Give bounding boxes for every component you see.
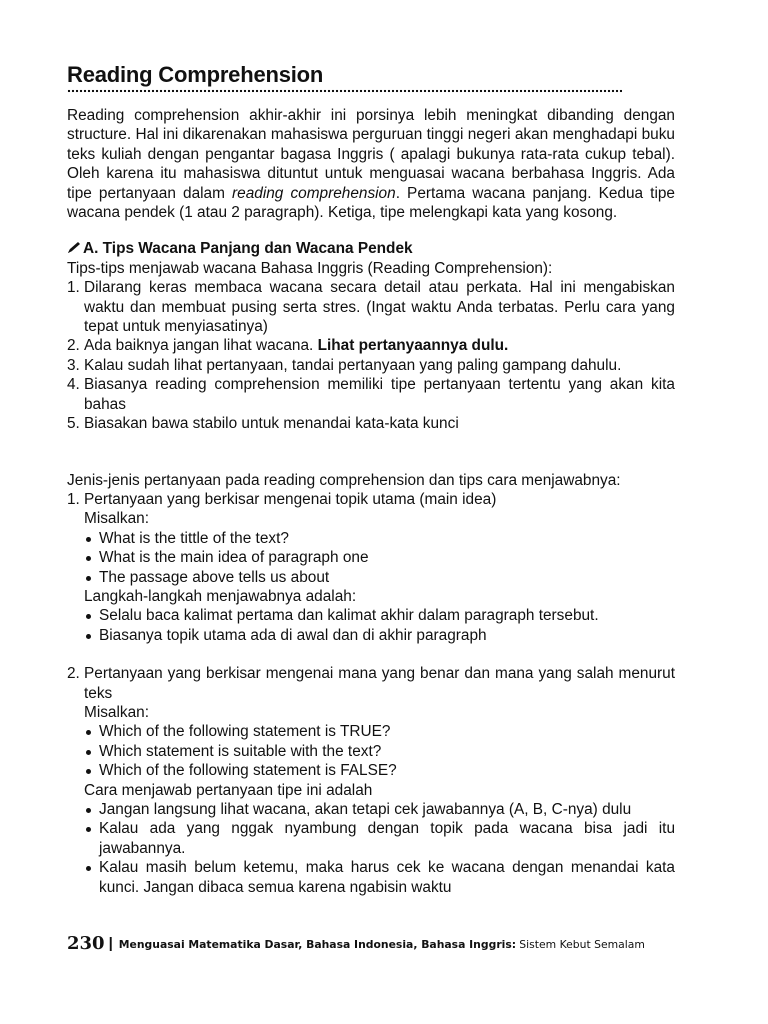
question-type-1 <box>67 490 675 509</box>
intro-text-2: . Pertama wacana panjang. Kedua tipe wacana pendek (1 atau 2 paragraph). Ketiga, tipe melengkapi kata yang kosong. <box>67 184 675 222</box>
tip-number: 3. <box>67 356 80 374</box>
example-item: Which of the following statement is FALSE? <box>84 761 675 780</box>
tip-text: Biasanya reading comprehension memiliki tipe pertanyaan tertentu yang akan kita bahas <box>84 376 675 413</box>
question-type-text: Pertanyaan yang berkisar mengenai topik utama (main idea) <box>84 490 497 508</box>
section-a-heading <box>67 239 675 258</box>
question-type-number: 1. <box>67 490 80 508</box>
examples-label: Misalkan: <box>84 703 150 721</box>
examples-label: Misalkan: <box>84 510 150 528</box>
book-title: Menguasai Matematika Dasar, Bahasa Indonesia, Bahasa Inggris: <box>118 938 517 951</box>
question-type-2 <box>67 664 675 703</box>
step-item: Kalau masih belum ketemu, maka harus cek ke wacana dengan menandai kata kunci. Jangan dibaca semua karena ngabisin waktu <box>84 858 675 897</box>
tip-item <box>67 278 675 336</box>
tip-text: Ada baiknya jangan lihat wacana. <box>84 337 318 355</box>
step-item: Kalau ada yang nggak nyambung dengan topik pada wacana bisa jadi itu jawabannya. <box>84 819 675 858</box>
section-a-title: A. Tips Wacana Panjang dan Wacana Pendek <box>83 240 413 258</box>
examples-list <box>67 529 675 587</box>
question-type-item <box>67 664 675 703</box>
step-item: Selalu baca kalimat pertama dan kalimat akhir dalam paragraph tersebut. <box>84 606 675 625</box>
page-number: 230 <box>67 933 105 954</box>
tip-text: Dilarang keras membaca wacana secara detail atau perkata. Hal ini mengabiskan waktu dan membuat pusing serta stres. (Ingat waktu Anda terbatas. Perlu cara yang tepat untuk menyiasatinya) <box>84 279 675 336</box>
step-item: Jangan langsung lihat wacana, akan tetapi cek jawabannya (A, B, C-nya) dulu <box>84 800 675 819</box>
examples-list <box>67 722 675 780</box>
steps-list <box>67 800 675 897</box>
tip-number: 4. <box>67 376 80 394</box>
spacer <box>67 645 675 664</box>
example-item: What is the tittle of the text? <box>84 529 675 548</box>
tips-lead: Tips-tips menjawab wacana Bahasa Inggris (Reading Comprehension): <box>67 259 553 277</box>
page-content <box>67 62 675 897</box>
question-type-text: Pertanyaan yang berkisar mengenai mana yang benar dan mana yang salah menurut teks <box>84 665 675 702</box>
footer-separator: | <box>108 935 113 952</box>
tip-number: 1. <box>67 279 80 297</box>
steps-list <box>67 606 675 645</box>
spacer <box>67 434 675 471</box>
example-item: What is the main idea of paragraph one <box>84 548 675 567</box>
tip-text: Biasakan bawa stabilo untuk menandai kata-kata kunci <box>84 415 459 433</box>
tip-number: 5. <box>67 415 80 433</box>
intro-text-1: Reading comprehension akhir-akhir ini porsinya lebih meningkat dibanding dengan structure. Hal ini dikarenakan mahasiswa perguruan tinggi negeri akan menghadapi buku teks kuliah dengan pengantar bagasa Inggris ( apalagi bukunya rata-rata cukup tebal). Oleh karena itu mahasiswa dituntut untuk menguasai wacana berbahasa Inggris. Ada tipe pertanyaan dalam <box>67 107 675 202</box>
intro-paragraph <box>67 106 675 222</box>
tip-text: Kalau sudah lihat pertanyaan, tandai pertanyaan yang paling gampang dahulu. <box>84 356 622 374</box>
tip-number: 2. <box>67 337 80 355</box>
example-item: The passage above tells us about <box>84 568 675 587</box>
example-item: Which statement is suitable with the text? <box>84 742 675 761</box>
book-subtitle: Sistem Kebut Semalam <box>519 938 645 951</box>
example-item: Which of the following statement is TRUE? <box>84 722 675 741</box>
pencil-icon <box>67 239 83 258</box>
page-footer <box>67 934 687 955</box>
dotted-divider <box>67 89 622 93</box>
question-type-number: 2. <box>67 665 80 683</box>
question-type-item <box>67 490 675 509</box>
page-title: Reading Comprehension <box>67 62 324 87</box>
tips-list <box>67 278 675 433</box>
tip-item <box>67 414 675 433</box>
tip-item <box>67 356 675 375</box>
types-lead: Jenis-jenis pertanyaan pada reading comprehension dan tips cara menjawabnya: <box>67 471 621 489</box>
tip-item <box>67 375 675 414</box>
intro-italic: reading comprehension <box>232 184 396 202</box>
steps-label: Cara menjawab pertanyaan tipe ini adalah <box>84 781 373 799</box>
tip-item <box>67 336 675 355</box>
tip-bold-text: Lihat pertanyaannya dulu. <box>317 337 509 355</box>
step-item: Biasanya topik utama ada di awal dan di akhir paragraph <box>84 626 675 645</box>
steps-label: Langkah-langkah menjawabnya adalah: <box>84 587 357 605</box>
